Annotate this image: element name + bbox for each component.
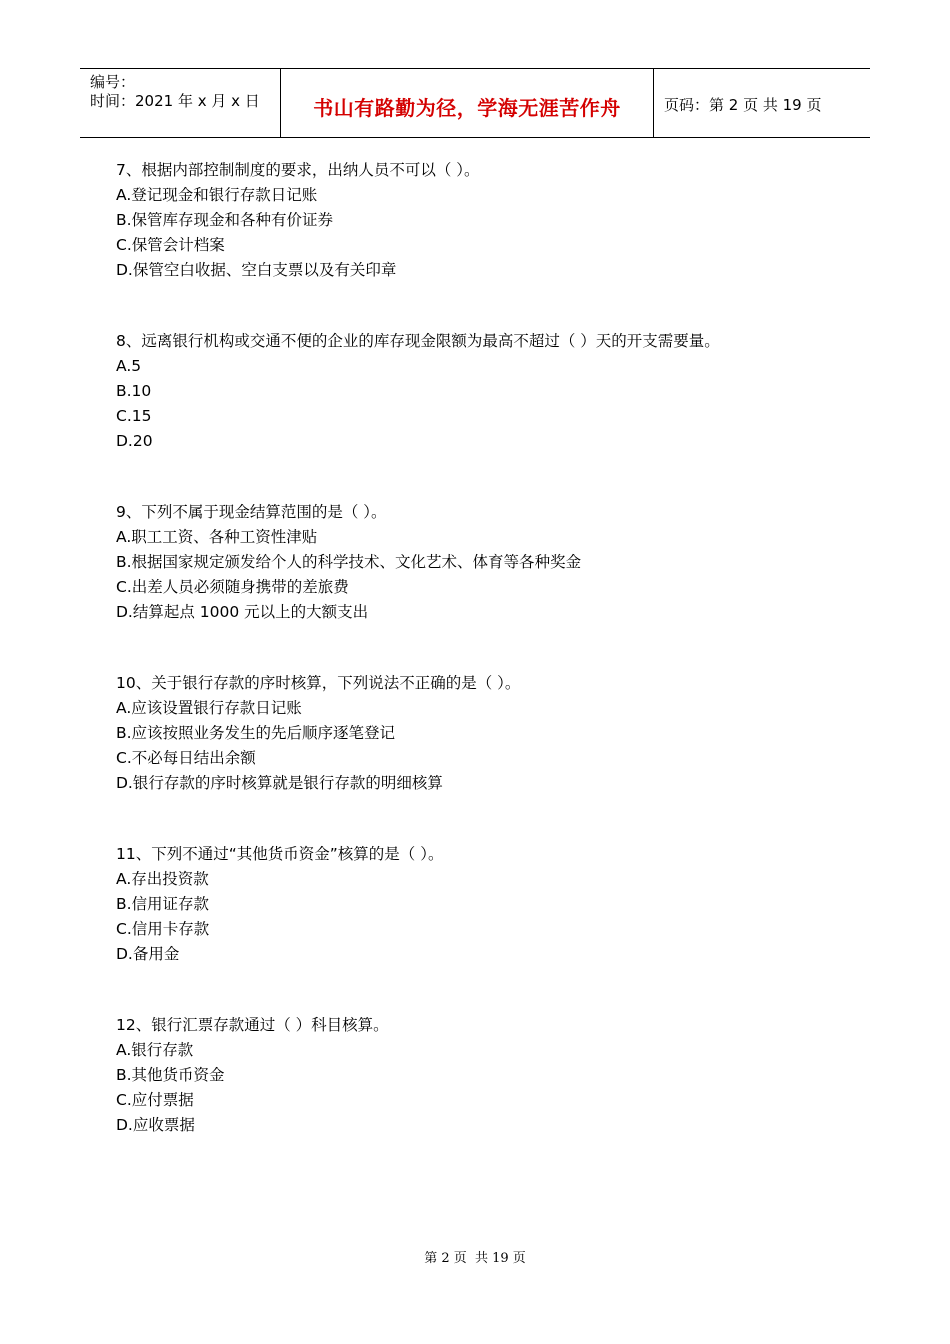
answer-option: A.5 — [116, 357, 142, 375]
document-number-label: 编号： — [90, 73, 136, 91]
answer-option: D.保管空白收据、空白支票以及有关印章 — [116, 261, 397, 279]
question-block — [116, 500, 836, 625]
answer-option: C.信用卡存款 — [116, 920, 210, 938]
answer-option: C.保管会计档案 — [116, 236, 225, 254]
answer-option: B.10 — [116, 382, 152, 400]
answer-option: C.出差人员必须随身携带的差旅费 — [116, 578, 349, 596]
header-meta-cell — [80, 69, 281, 137]
answer-option: A.银行存款 — [116, 1041, 194, 1059]
answer-option: B.根据国家规定颁发给个人的科学技术、文化艺术、体育等各种奖金 — [116, 553, 582, 571]
question-block — [116, 1013, 836, 1138]
answer-option: D.应收票据 — [116, 1116, 195, 1134]
answer-option: B.保管库存现金和各种有价证券 — [116, 211, 334, 229]
answer-option: A.登记现金和银行存款日记账 — [116, 186, 318, 204]
answer-option: D.20 — [116, 432, 153, 450]
answer-option: C.不必每日结出余额 — [116, 749, 256, 767]
question-block — [116, 158, 836, 283]
answer-option: B.信用证存款 — [116, 895, 210, 913]
header-motto-cell — [281, 69, 654, 137]
question-text: 8、远离银行机构或交通不便的企业的库存现金限额为最高不超过（ ）天的开支需要量。 — [116, 332, 720, 350]
header-page-cell — [654, 69, 870, 137]
answer-option: A.存出投资款 — [116, 870, 209, 888]
answer-option: B.应该按照业务发生的先后顺序逐笔登记 — [116, 724, 396, 742]
document-date-label: 时间：2021 年 x 月 x 日 — [90, 92, 260, 110]
question-text: 10、关于银行存款的序时核算，下列说法不正确的是（ ）。 — [116, 674, 521, 692]
question-text: 11、下列不通过“其他货币资金”核算的是（ ）。 — [116, 845, 444, 863]
header-page-code: 页码：第 2 页 共 19 页 — [664, 96, 822, 114]
question-block — [116, 842, 836, 967]
answer-option: A.职工工资、各种工资性津贴 — [116, 528, 318, 546]
question-text: 7、根据内部控制制度的要求，出纳人员不可以（ ）。 — [116, 161, 480, 179]
answer-option: C.15 — [116, 407, 152, 425]
answer-option: C.应付票据 — [116, 1091, 194, 1109]
page-header — [80, 68, 870, 138]
motto-text: 书山有路勤为径，学海无涯苦作舟 — [313, 96, 621, 120]
page-footer: 第 2 页 共 19 页 — [424, 1251, 526, 1266]
answer-option: A.应该设置银行存款日记账 — [116, 699, 302, 717]
answer-option: D.备用金 — [116, 945, 180, 963]
question-text: 9、下列不属于现金结算范围的是（ ）。 — [116, 503, 387, 521]
question-block — [116, 329, 836, 454]
answer-option: D.结算起点 1000 元以上的大额支出 — [116, 603, 369, 621]
answer-option: B.其他货币资金 — [116, 1066, 225, 1084]
question-block — [116, 671, 836, 796]
question-list — [116, 158, 836, 1184]
answer-option: D.银行存款的序时核算就是银行存款的明细核算 — [116, 774, 443, 792]
question-text: 12、银行汇票存款通过（ ）科目核算。 — [116, 1016, 389, 1034]
